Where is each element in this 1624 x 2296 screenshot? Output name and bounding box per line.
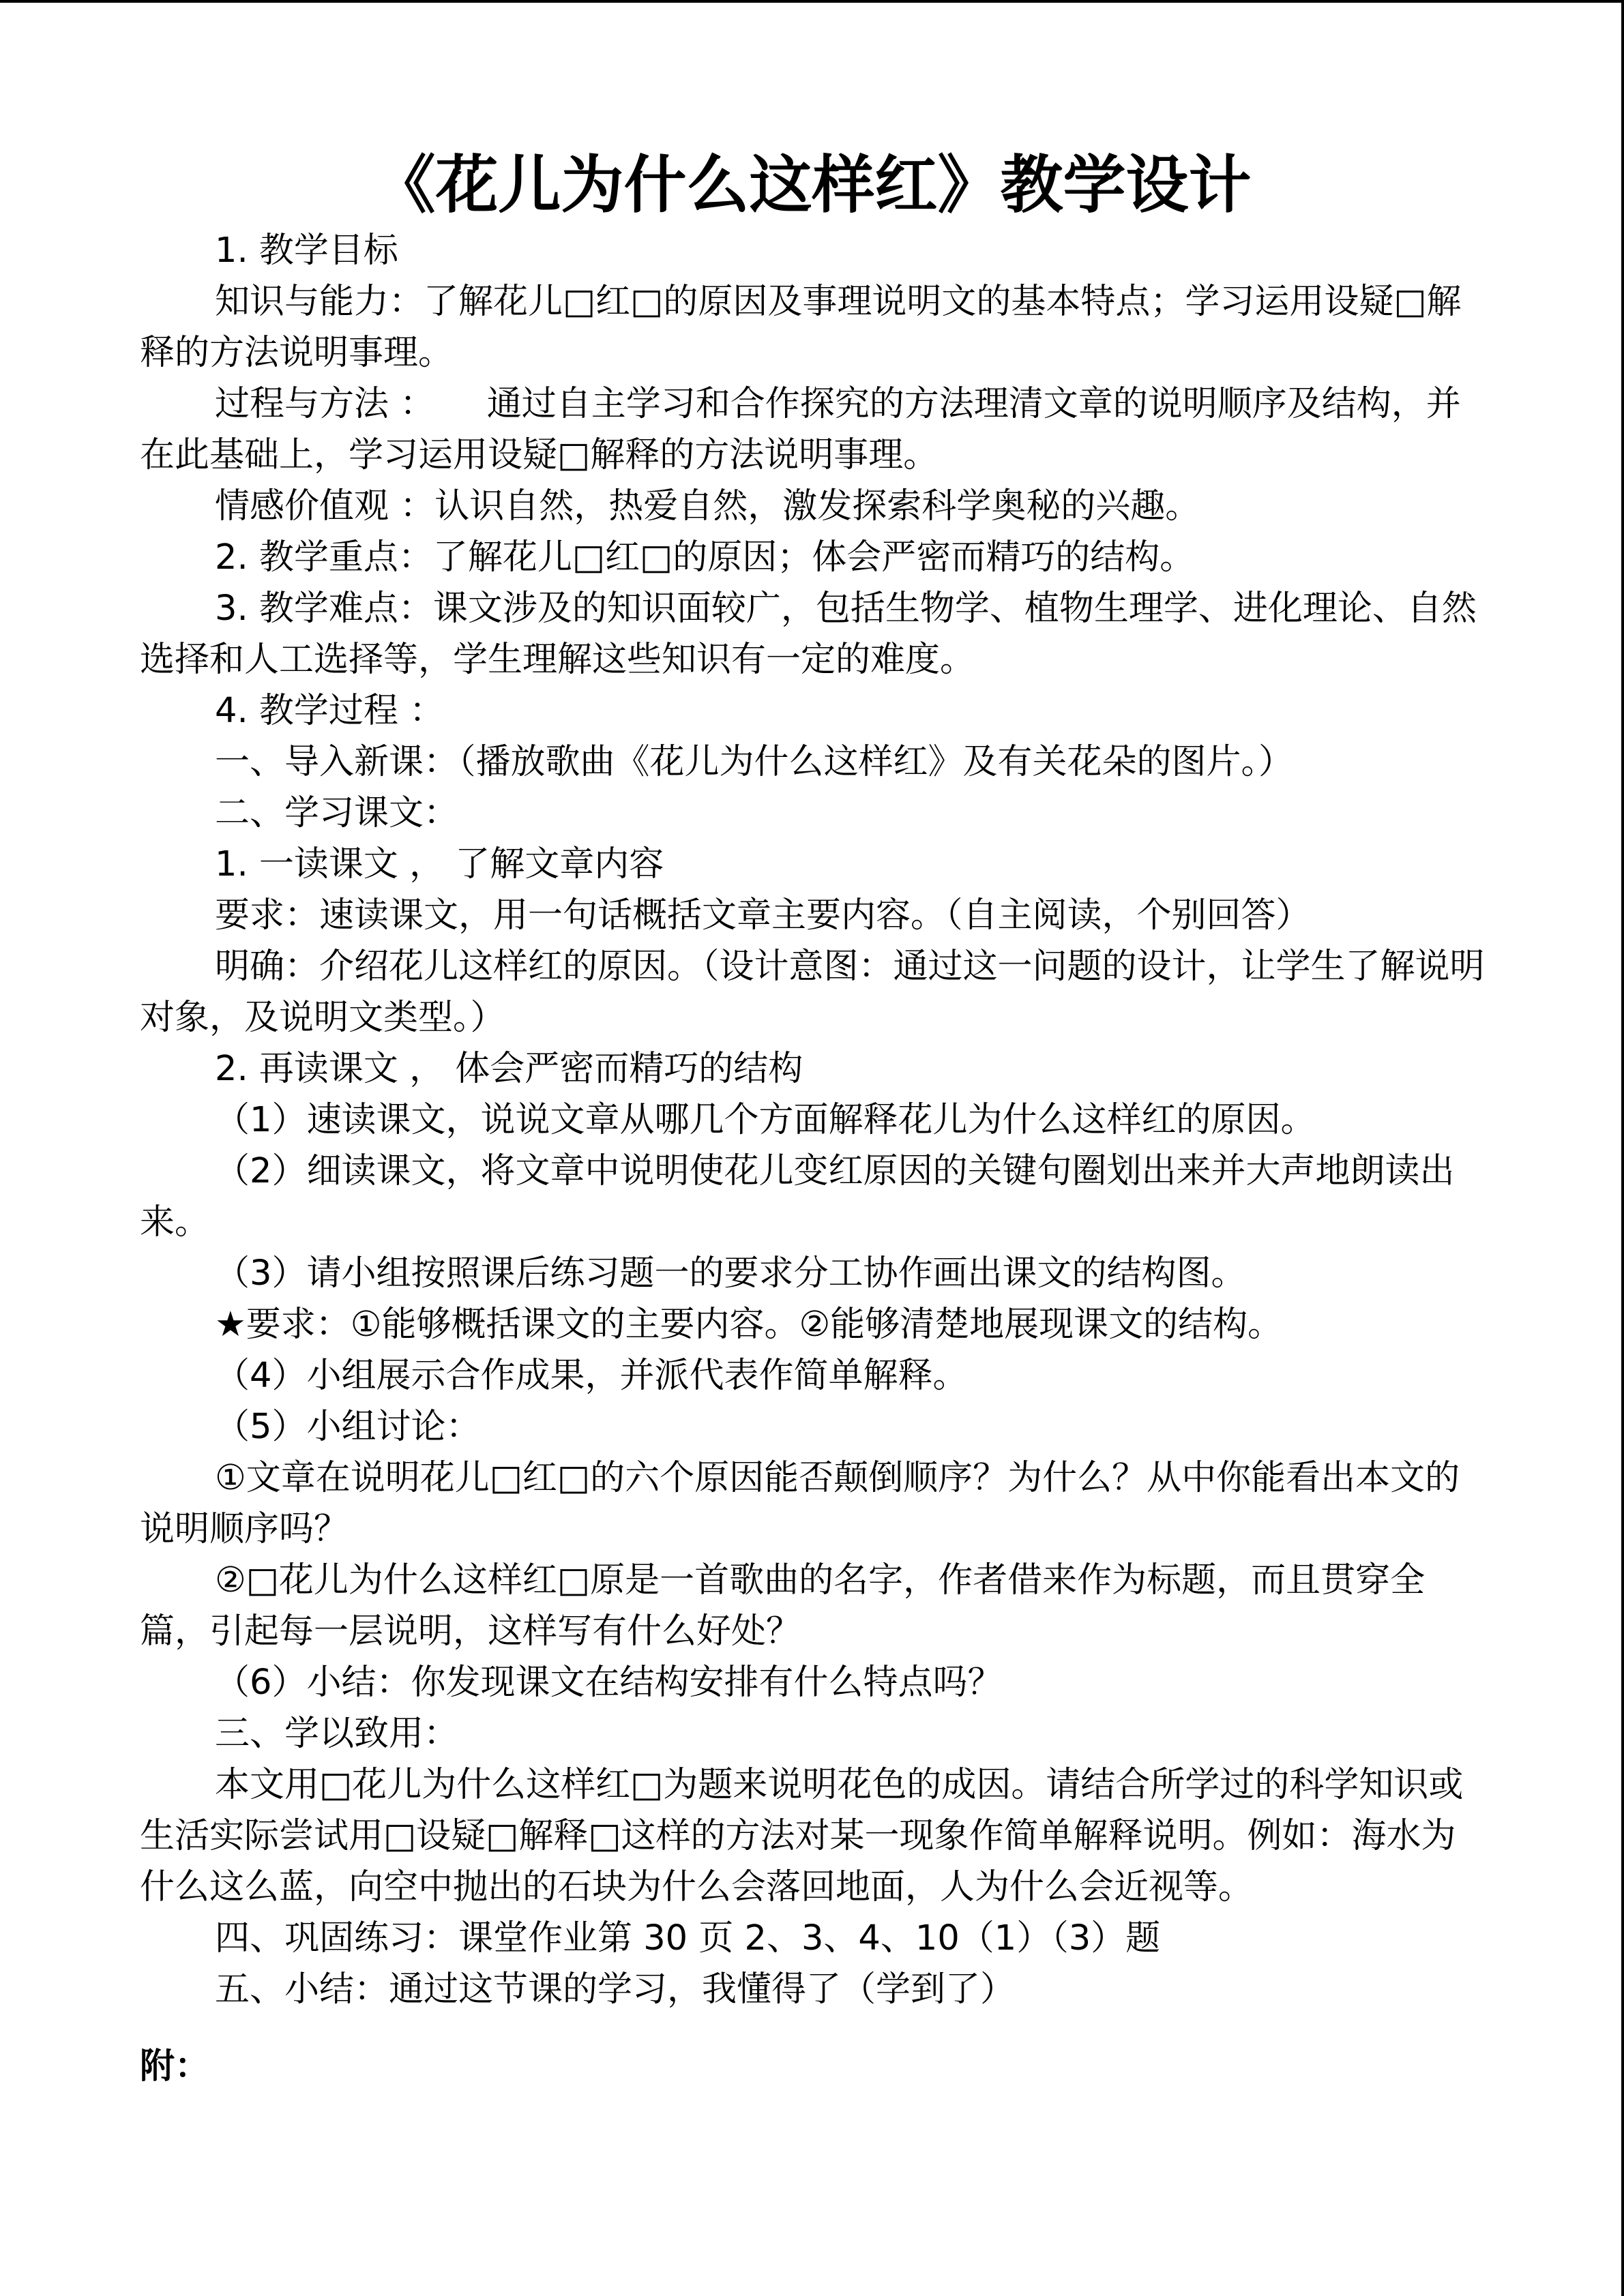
requirement-star: ★要求：①能够概括课文的主要内容。②能够清楚地展现课文的结构。 (215, 1304, 1283, 1345)
second-reading-item-6: （6）小结：你发现课文在结构安排有什么特点吗？ (215, 1663, 1003, 1703)
second-reading-item-1: （1）速读课文，说说文章从哪几个方面解释花儿为什么这样红的原因。 (215, 1100, 1316, 1140)
section-objectives-heading: 1. 教学目标 (215, 230, 398, 271)
page-border-right (1621, 0, 1624, 2296)
second-reading-item-2: （2）细读课文，将文章中说明使花儿变红原因的关键句圈划出来并大声地朗读出来。 (140, 1151, 1455, 1242)
objective-emotion: 情感价值观 ：认识自然，热爱自然，激发探索科学奥秘的兴趣。 (215, 486, 1200, 526)
step-apply-body: 本文用□花儿为什么这样红□为题来说明花色的成因。请结合所学过的科学知识或生活实际尝试用□设疑□解释□这样的方法对某一现象作简单解释说明。例如：海水为什么这么蓝，向空中抛出的石块为什么会落回地面，人为什么会近视等。 (140, 1765, 1464, 1907)
objective-process: 过程与方法 ： 通过自主学习和合作探究的方法理清文章的说明顺序及结构，并在此基础上，学习运用设疑□解释的方法说明事理。 (140, 384, 1461, 475)
page-border-top (0, 0, 1624, 3)
section-difficulties: 3. 教学难点：课文涉及的知识面较广，包括生物学、植物生理学、进化理论、自然选择和人工选择等，学生理解这些知识有一定的难度。 (140, 588, 1477, 680)
first-reading-clarification: 明确：介绍花儿这样红的原因。（设计意图：通过这一问题的设计，让学生了解说明对象，及说明文类型。） (140, 946, 1485, 1038)
document-title: 《花儿为什么这样红》教学设计 (372, 149, 1252, 222)
step-learn-text: 二、学习课文： (215, 793, 459, 833)
second-reading-item-3: （3）请小组按照课后练习题一的要求分工协作画出课文的结构图。 (215, 1253, 1246, 1294)
second-reading-heading: 2. 再读课文 ， 体会严密而精巧的结构 (215, 1049, 803, 1089)
step-summary: 五、小结：通过这节课的学习，我懂得了（学到了） (215, 1969, 1016, 2010)
appendix-label: 附： (140, 2046, 210, 2087)
objective-knowledge: 知识与能力：了解花儿□红□的原因及事理说明文的基本特点；学习运用设疑□解释的方法说明事理。 (140, 282, 1462, 373)
section-process-heading: 4. 教学过程 ： (215, 691, 445, 731)
document-body (140, 225, 1490, 2092)
section-key-points: 2. 教学重点：了解花儿□红□的原因；体会严密而精巧的结构。 (215, 537, 1195, 578)
discussion-question-1: ①文章在说明花儿□红□的六个原因能否颠倒顺序？为什么？从中你能看出本文的说明顺序吗？ (140, 1458, 1460, 1549)
step-apply-heading: 三、学以致用： (215, 1714, 459, 1754)
first-reading-requirement: 要求：速读课文，用一句话概括文章主要内容。（自主阅读，个别回答） (215, 895, 1311, 936)
second-reading-item-4: （4）小组展示合作成果，并派代表作简单解释。 (215, 1356, 968, 1396)
second-reading-item-5: （5）小组讨论： (215, 1407, 481, 1447)
step-introduction: 一、导入新课：（播放歌曲《花儿为什么这样红》及有关花朵的图片。） (215, 742, 1294, 782)
first-reading-heading: 1. 一读课文 ， 了解文章内容 (215, 844, 664, 884)
step-practice: 四、巩固练习：课堂作业第 30 页 2、3、4、10（1）（3）题 (215, 1918, 1161, 1958)
discussion-question-2: ②□花儿为什么这样红□原是一首歌曲的名字，作者借来作为标题，而且贯穿全篇，引起每一层说明，这样写有什么好处？ (140, 1560, 1426, 1652)
